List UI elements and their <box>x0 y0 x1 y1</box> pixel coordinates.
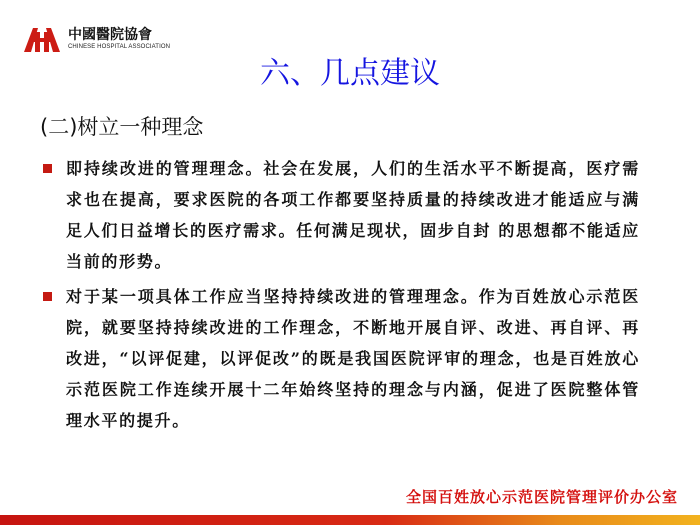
square-bullet-icon <box>43 292 52 301</box>
association-logo <box>22 24 170 54</box>
footer-office-name: 全国百姓放心示范医院管理评价办公室 <box>405 488 678 506</box>
bullet-item <box>40 153 640 277</box>
bullet-text: 即持续改进的管理理念。社会在发展，人们的生活水平不断提高，医疗需求也在提高，要求医院的各项工作都要坚持质量的持续改进才能适应与满足人们日益增长的医疗需求。任何满足现状，固步自封 的思想都不能适应当前的形势。 <box>66 159 640 271</box>
logo-name-en: CHINESE HOSPITAL ASSOCIATION <box>68 44 171 50</box>
slide-title: 六、几点建议 <box>260 56 440 91</box>
section-subtitle: (二)树立一种理念 <box>40 115 204 139</box>
footer-gradient-bar <box>0 515 700 525</box>
square-bullet-icon <box>43 164 52 173</box>
logo-name-cn: 中國醫院協會 <box>68 27 152 43</box>
hospital-association-logo-icon <box>22 24 62 54</box>
bullet-list <box>40 153 640 440</box>
bullet-item <box>40 281 640 436</box>
bullet-text: 对于某一项具体工作应当坚持持续改进的管理理念。作为百姓放心示范医院，就要坚持持续改进的工作理念，不断地开展自评、改进、再自评、再改进，“以评促建，以评促改”的既是我国医院评审的理念，也是百姓放心示范医院工作连续开展十二年始终坚持的理念与内涵，促进了医院整体管理水平的提升。 <box>66 287 640 430</box>
